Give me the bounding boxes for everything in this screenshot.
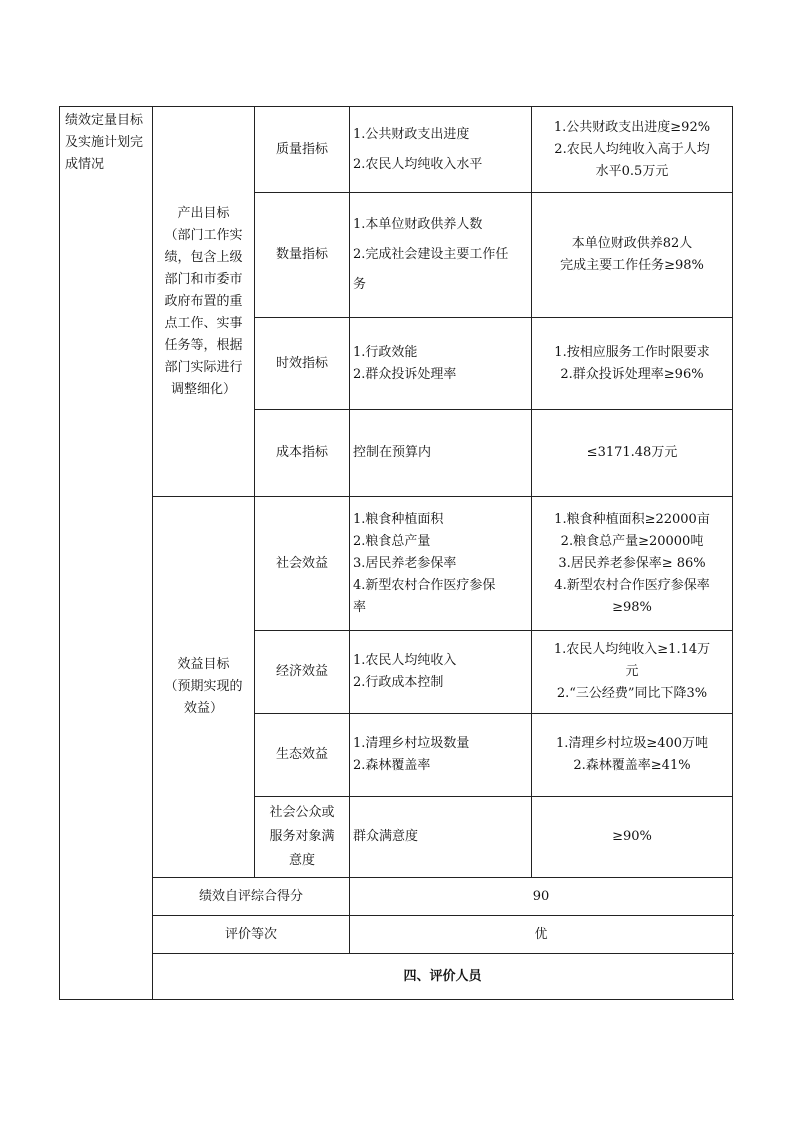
indicator-items-cell [350,410,532,497]
indicator-item: 控制在预算内 [353,445,432,460]
target-value: 完成主要工作任务≥98% [560,258,704,273]
target-cell [532,193,733,318]
output-goal-label-line: 绩，包含上级 [164,249,243,265]
target-cell [532,410,733,497]
indicator-item: 务 [353,277,367,292]
indicator-item: 1.本单位财政供养人数 [353,217,483,232]
indicator-items-cell [350,631,532,714]
target-value: 4.新型农村合作医疗参保率 [554,577,710,593]
indicator-item: 1.农民人均纯收入 [353,653,457,668]
section-label: 绩效定量目标及实施计划完成情况 [65,113,144,172]
indicator-item: 2.农民人均纯收入水平 [353,156,483,172]
output-goal-label-line: 部门和市委市 [164,271,243,287]
indicator-item: 率 [353,599,367,615]
target-cell [532,318,733,410]
target-cell [532,107,733,193]
indicator-cell: 生态效益 [255,714,350,797]
table-row [60,954,733,1000]
indicator-cell: 时效指标 [255,318,350,410]
indicator-item: 1.公共财政支出进度 [353,126,470,142]
indicator-item: 2.粮食总产量 [353,533,431,549]
indicator-items-cell [350,714,532,797]
indicator-item: 3.居民养老参保率 [353,555,457,571]
target-value: 1.粮食种植面积≥22000亩 [554,511,710,527]
output-goal-label-line: 产出目标 [177,205,230,221]
target-value: ≥98% [612,599,652,615]
target-value: ≥90% [612,829,652,844]
output-goal-label-line: （部门工作实 [164,227,243,243]
indicator-item: 1.粮食种植面积 [353,511,444,527]
target-cell [532,797,733,878]
target-cell [532,497,733,631]
output-goal-label-cell [153,107,255,497]
target-value: 2.群众投诉处理率≥96% [560,366,704,382]
benefit-goal-label-cell [153,497,255,878]
grade-label: 评价等次 [153,916,350,954]
indicator-item: 1.行政效能 [353,344,418,360]
table-row [60,916,733,954]
indicator-cell: 数量指标 [255,193,350,318]
indicator-label-line: 意度 [288,853,315,868]
indicator-label-line: 服务对象满 [269,829,335,844]
target-value: 2.森林覆盖率≥41% [573,758,691,773]
target-value: 1.农民人均纯收入≥1.14万 [553,642,711,657]
indicator-items-cell [350,318,532,410]
indicator-item: 2.行政成本控制 [353,675,444,690]
target-value: 元 [625,664,639,679]
indicator-item: 1.清理乡村垃圾数量 [353,736,470,751]
target-value: ≤3171.48万元 [586,445,678,460]
indicator-cell: 质量指标 [255,107,350,193]
indicator-cell: 社会效益 [255,497,350,631]
indicator-item: 群众满意度 [353,829,419,844]
indicator-item: 2.完成社会建设主要工作任 [353,247,509,262]
indicator-item: 2.森林覆盖率 [353,758,431,773]
indicator-items-cell [350,107,532,193]
output-goal-label-line: 点工作、实事 [164,315,243,331]
output-goal-label-line: 调整细化） [170,381,236,397]
output-goal-label-line: 任务等，根据 [164,337,243,353]
target-value: 本单位财政供养82人 [571,236,693,251]
target-value: 2.“三公经费”同比下降3% [556,686,708,701]
target-value: 1.公共财政支出进度≥92% [553,119,711,135]
indicator-cell: 成本指标 [255,410,350,497]
benefit-goal-label-line: 效益） [183,701,223,716]
benefit-goal-label-line: （预期实现的 [164,679,243,694]
target-cell [532,714,733,797]
output-goal-label-line: 政府布置的重 [164,293,243,309]
target-value: 2.农民人均纯收入高于人均 [554,141,710,157]
indicator-item: 4.新型农村合作医疗参保 [353,577,496,593]
benefit-goal-label-line: 效益目标 [177,657,230,672]
table-row [60,107,733,193]
indicator-item: 2.群众投诉处理率 [353,366,457,382]
section-label-cell [60,107,153,1000]
indicator-cell [255,797,350,878]
indicator-label-line: 社会公众或 [269,805,335,820]
target-value: 2.粮食总产量≥20000吨 [560,533,704,549]
performance-table [59,106,733,1000]
section-four-title: 四、评价人员 [153,954,733,1000]
table-row [60,497,733,631]
target-value: 水平0.5万元 [595,163,669,179]
grade-value: 优 [350,916,733,954]
output-goal-label-line: 部门实际进行 [164,359,243,375]
indicator-items-cell [350,797,532,878]
target-value: 1.按相应服务工作时限要求 [554,344,710,360]
indicator-cell: 经济效益 [255,631,350,714]
score-value: 90 [350,878,733,916]
score-label: 绩效自评综合得分 [153,878,350,916]
indicator-items-cell [350,193,532,318]
indicator-items-cell [350,497,532,631]
target-value: 3.居民养老参保率≥ 86% [558,555,706,571]
table-row [60,878,733,916]
target-cell [532,631,733,714]
target-value: 1.清理乡村垃圾≥400万吨 [555,736,709,751]
